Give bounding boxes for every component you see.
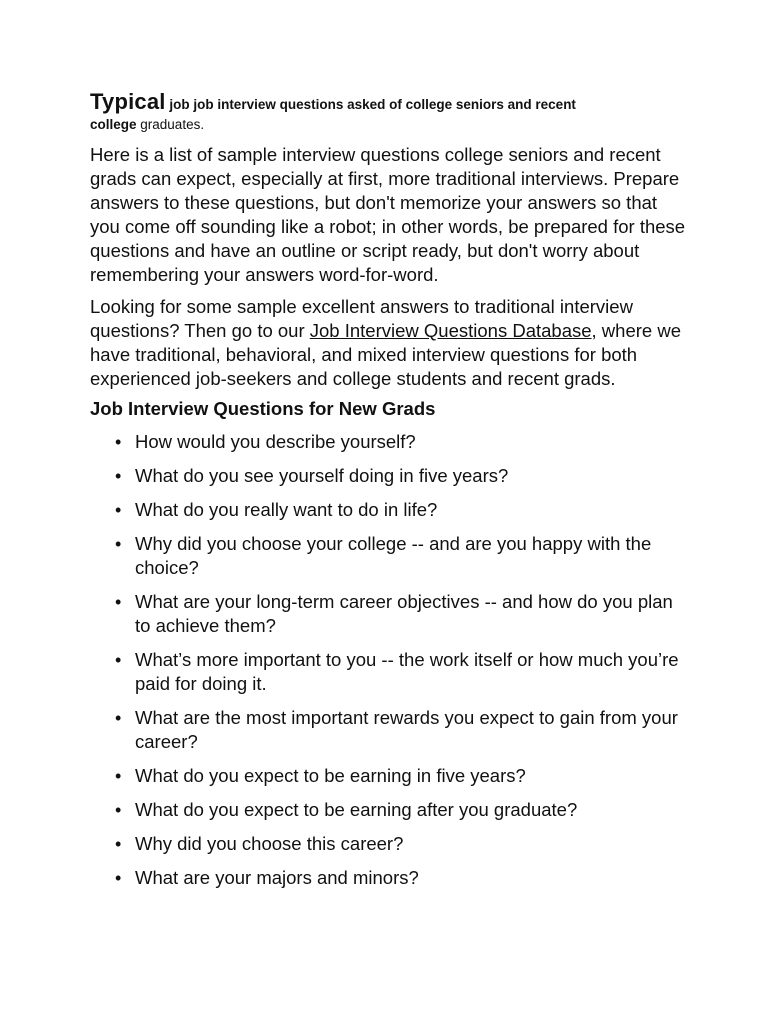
question-text: What do you see yourself doing in five years? xyxy=(135,465,509,486)
section-heading: Job Interview Questions for New Grads xyxy=(90,398,436,419)
question-text: Why did you choose this career? xyxy=(135,833,404,854)
bullet-icon: • xyxy=(115,708,122,728)
bullet-icon: • xyxy=(115,868,122,888)
intro-paragraph: Here is a list of sample interview questions college seniors and recent grads can expect, especially at first, more traditional interviews. Prepare answers to these questions, but don't memorize your answers so that you come off sounding like a robot; in other words, be prepared for these questions and have an outline or script ready, but don't worry about remembering your answers word-for-word. xyxy=(90,144,686,285)
database-paragraph xyxy=(90,295,690,391)
title-graduates: graduates. xyxy=(136,117,205,132)
bullet-icon: • xyxy=(115,800,122,820)
title-lead-word: Typical xyxy=(90,89,166,114)
list-item xyxy=(90,430,690,454)
database-text-before: Looking for some sample excellent answers to traditional interview questions? Then go to our xyxy=(90,296,633,341)
list-item xyxy=(90,706,690,754)
bullet-icon: • xyxy=(115,534,122,554)
question-text: What are the most important rewards you expect to gain from your career? xyxy=(135,707,678,752)
list-item xyxy=(90,798,690,822)
questions-database-link[interactable]: Job Interview Questions Database xyxy=(309,320,592,341)
question-text: What’s more important to you -- the work itself or how much you’re paid for doing it. xyxy=(135,649,679,694)
list-item xyxy=(90,532,690,580)
database-text-after: , where we have traditional, behavioral, and mixed interview questions for both experienced job-seekers and college students and recent grads. xyxy=(90,320,681,389)
bullet-icon: • xyxy=(115,592,122,612)
bullet-icon: • xyxy=(115,432,122,452)
question-text: How would you describe yourself? xyxy=(135,431,416,452)
list-item xyxy=(90,464,690,488)
bullet-icon: • xyxy=(115,650,122,670)
list-item xyxy=(90,832,690,856)
bullet-icon: • xyxy=(115,766,122,786)
question-text: What do you expect to be earning in five years? xyxy=(135,765,526,786)
question-text: Why did you choose your college -- and are you happy with the choice? xyxy=(135,533,652,578)
title-subtitle-cont: college xyxy=(90,117,137,132)
question-text: What are your majors and minors? xyxy=(135,867,419,888)
list-item xyxy=(90,590,690,638)
list-item xyxy=(90,648,690,696)
bullet-icon: • xyxy=(115,466,122,486)
bullet-icon: • xyxy=(115,834,122,854)
bullet-icon: • xyxy=(115,500,122,520)
list-item xyxy=(90,764,690,788)
question-text: What do you really want to do in life? xyxy=(135,499,438,520)
title-subtitle: job job interview questions asked of college seniors and recent xyxy=(165,97,576,112)
questions-list xyxy=(90,430,690,890)
question-text: What do you expect to be earning after you graduate? xyxy=(135,799,578,820)
list-item xyxy=(90,498,690,522)
list-item xyxy=(90,866,690,890)
document-page xyxy=(90,89,690,900)
question-text: What are your long-term career objectives -- and how do you plan to achieve them? xyxy=(135,591,673,636)
document-title xyxy=(90,89,690,135)
